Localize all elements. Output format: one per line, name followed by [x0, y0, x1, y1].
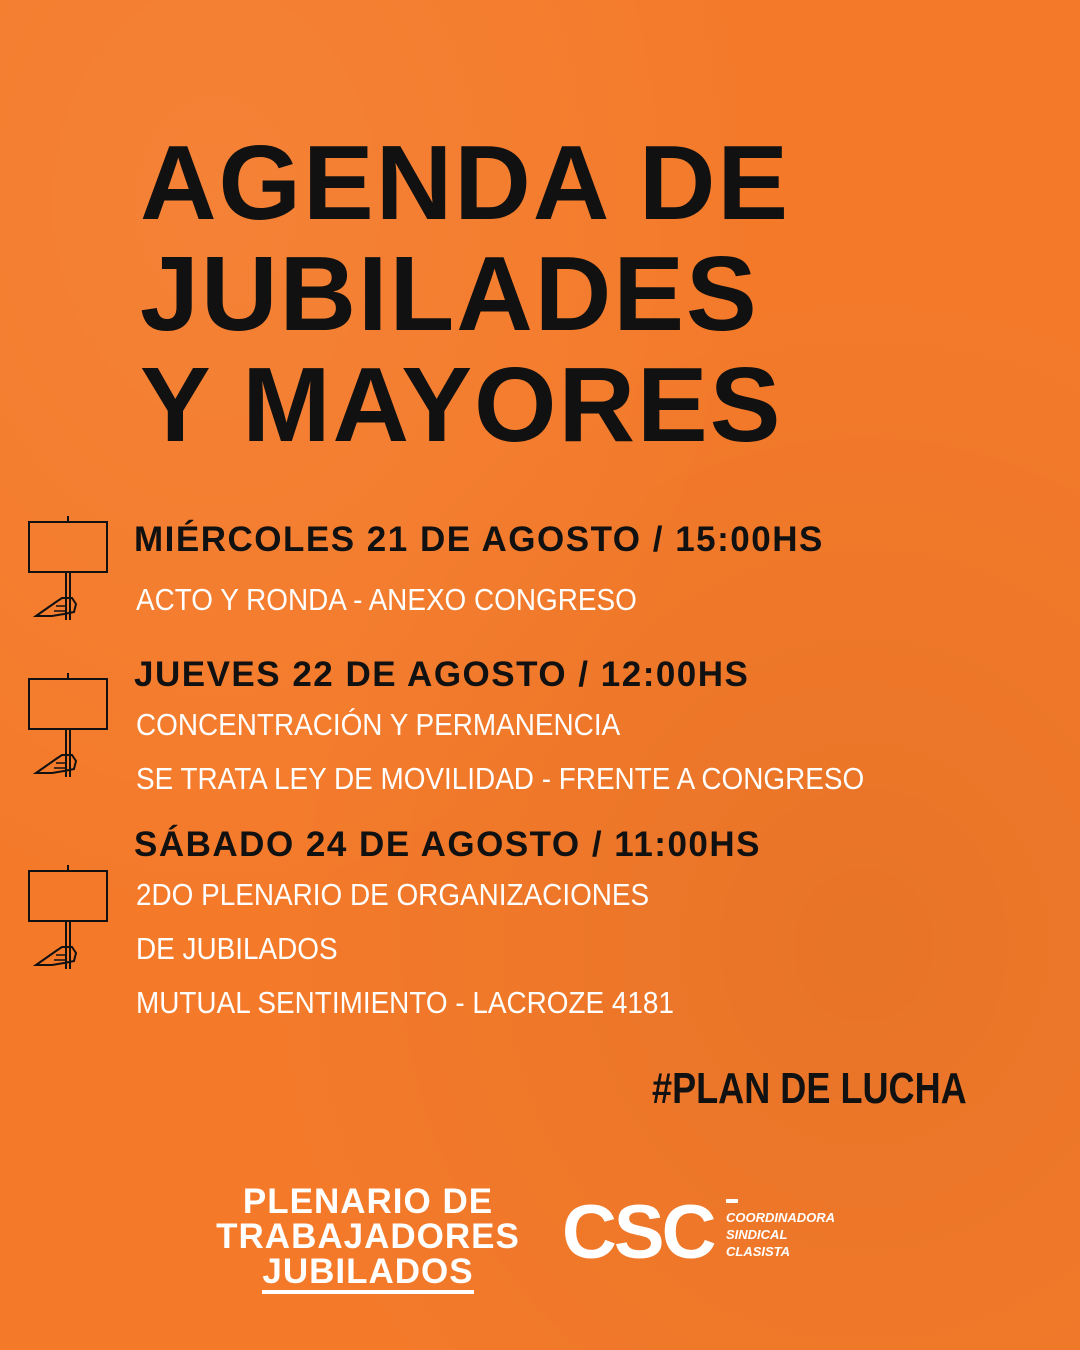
page-title	[140, 124, 791, 464]
hashtag: #PLAN DE LUCHA	[652, 1064, 967, 1113]
ptj-logo-line: PLENARIO DE	[242, 1182, 494, 1221]
title-line: JUBILADES	[140, 235, 759, 353]
csc-logo-mark: CSC	[562, 1190, 714, 1275]
event-detail: CONCENTRACIÓN Y PERMANENCIA	[136, 707, 621, 742]
ptj-logo-line: TRABAJADORES	[216, 1217, 520, 1256]
event-detail: 2DO PLENARIO DE ORGANIZACIONES	[136, 877, 650, 912]
event-detail: ACTO Y RONDA - ANEXO CONGRESO	[136, 582, 637, 617]
event-heading: MIÉRCOLES 21 DE AGOSTO / 15:00HS	[134, 520, 824, 559]
ptj-logo-line	[210, 1254, 526, 1294]
ptj-logo-word: JUBILADOS	[262, 1254, 473, 1294]
title-line: Y MAYORES	[140, 346, 783, 464]
ptj-logo	[210, 1184, 526, 1294]
csc-logo-text-line: COORDINADORA	[726, 1210, 836, 1225]
csc-logo-text-line: CLASISTA	[726, 1244, 791, 1259]
csc-logo-dash	[726, 1199, 738, 1203]
event-heading: SÁBADO 24 DE AGOSTO / 11:00HS	[134, 825, 762, 864]
protest-sign-icon	[26, 865, 110, 977]
event-detail: MUTUAL SENTIMIENTO - LACROZE 4181	[136, 985, 674, 1020]
csc-logo-text-line: SINDICAL	[726, 1227, 788, 1242]
event-detail: SE TRATA LEY DE MOVILIDAD - FRENTE A CONGRESO	[136, 761, 865, 796]
csc-logo-text	[726, 1209, 835, 1260]
protest-sign-icon	[26, 673, 110, 785]
protest-sign-icon	[26, 516, 110, 628]
csc-logo	[562, 1190, 872, 1275]
event-detail: DE JUBILADOS	[136, 931, 338, 966]
title-line: AGENDA DE	[140, 124, 791, 242]
event-heading: JUEVES 22 DE AGOSTO / 12:00HS	[134, 655, 750, 694]
